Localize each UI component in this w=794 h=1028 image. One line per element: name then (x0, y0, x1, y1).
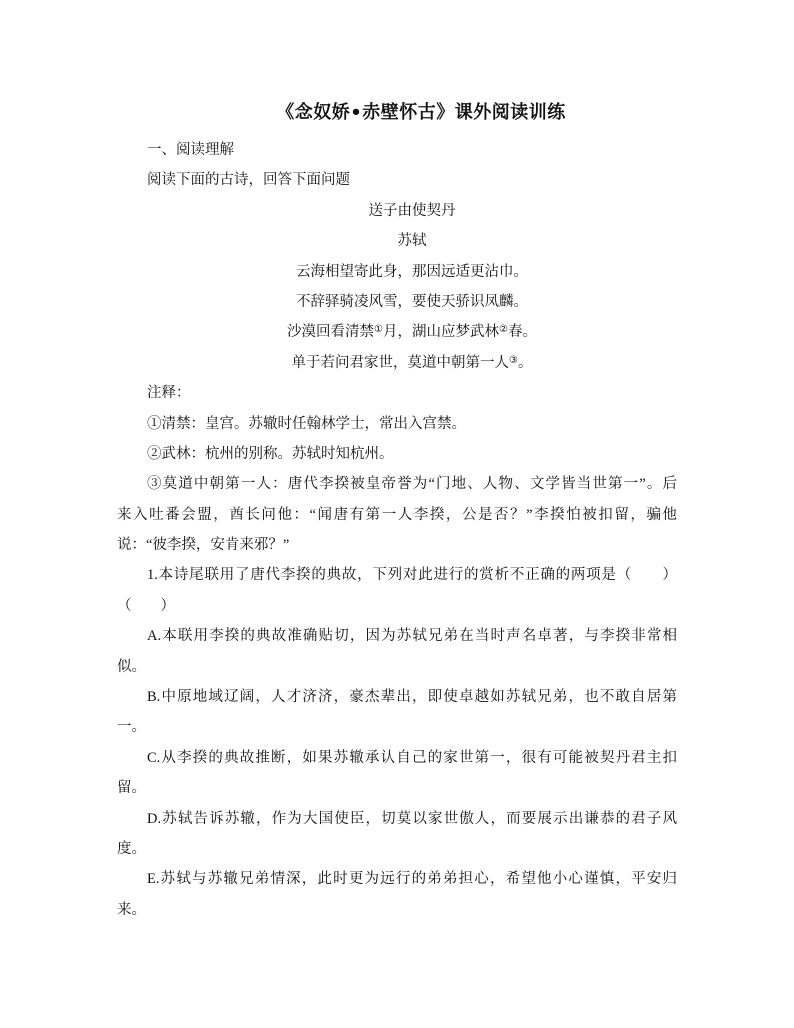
answer-option-b (117, 682, 677, 743)
answer-option-d (117, 804, 677, 865)
note-item: ②武林：杭州的别称。苏轼时知杭州。 (147, 445, 394, 462)
document-body (117, 135, 677, 925)
option-text: E.苏轼与苏辙兄弟情深，此时更为远行的弟弟担心，希望他小心谨慎，平安归 (147, 871, 677, 888)
answer-blank: （ ） (117, 597, 175, 614)
poem-line (117, 257, 677, 287)
footnote-marker: ① (374, 324, 383, 336)
option-text: B.中原地域辽阔，人才济济，豪杰辈出，即使卓越如苏轼兄弟，也不敢自居第 (147, 689, 677, 706)
option-text: 似。 (117, 658, 146, 675)
notes (117, 378, 677, 560)
option-text: C.从李揆的典故推断，如果苏辙承认自己的家世第一，很有可能被契丹君主扣 (147, 749, 677, 766)
poem-line-text: 月，湖山应梦武林 (383, 324, 499, 341)
poem-line (117, 317, 677, 347)
option-text: 留。 (117, 780, 146, 797)
page-title: 《念奴娇•赤壁怀古》课外阅读训练 (276, 102, 566, 123)
note-item (117, 469, 677, 560)
instruction-text: 阅读下面的古诗，回答下面问题 (147, 172, 350, 189)
section-heading: 一、阅读理解 (147, 142, 234, 158)
notes-label: 注释： (147, 385, 191, 402)
poem-line-text: 不辞驿骑凌风雪，要使天骄识凤麟。 (296, 293, 528, 310)
note-item-line: 来入吐番会盟，酋长问他：“闻唐有第一人李揆，公是否？”李揆怕被扣留，骗他 (117, 506, 677, 523)
poem-title: 送子由使契丹 (368, 202, 456, 219)
option-text: 来。 (117, 901, 146, 918)
option-text: 度。 (117, 840, 146, 857)
poem-line-text: 。 (517, 354, 533, 371)
poem-line (117, 348, 677, 378)
note-item: ①清禁：皇宫。苏辙时任翰林学士，常出入宫禁。 (147, 415, 466, 432)
note-item-line: ③莫道中朝第一人：唐代李揆被皇帝誉为“门地、人物、文学皆当世第一”。后 (147, 476, 677, 493)
poem-line (117, 287, 677, 317)
poem-line-text: 云海相望寄此身，那因远适更沾巾。 (296, 263, 528, 280)
option-text: A.本联用李揆的典故准确贴切，因为苏轼兄弟在当时声名卓著，与李揆非常相 (147, 628, 677, 645)
note-item-line: 说：“彼李揆，安肯来邪？” (117, 537, 290, 554)
poem-line-text: 沙漠回看清禁 (287, 324, 375, 341)
answer-option-a (117, 621, 677, 682)
poem-author: 苏轼 (397, 233, 427, 250)
question (117, 560, 677, 925)
poem (117, 196, 677, 378)
poem-line-text: 春。 (507, 324, 537, 341)
poem-line-text: 单于若问君家世，莫道中朝第一人 (291, 354, 510, 371)
footnote-marker: ③ (509, 354, 518, 366)
option-text: 一。 (117, 719, 146, 736)
option-text: D.苏轼告诉苏辙，作为大国使臣，切莫以家世傲人，而要展示出谦恭的君子风 (147, 810, 677, 827)
answer-option-c (117, 743, 677, 804)
question-stem: 1.本诗尾联用了唐代李揆的典故，下列对此进行的赏析不正确的两项是（ ） (147, 567, 677, 584)
footnote-marker: ② (499, 324, 508, 336)
answer-option-e (117, 864, 677, 925)
